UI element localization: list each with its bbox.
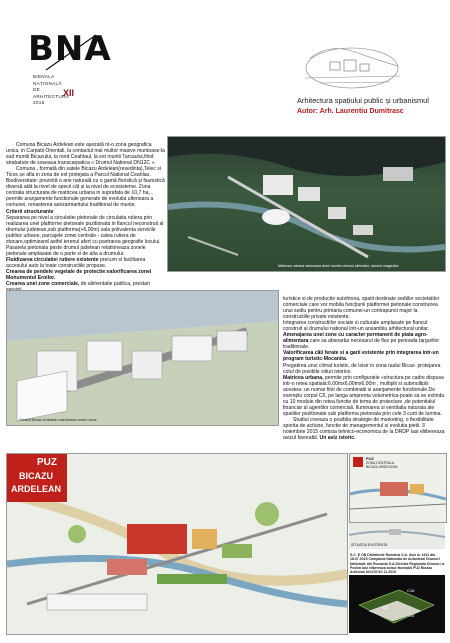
- market-text: care sa absoarba necesarul de flux pe perioada targurilor traditionale.: [283, 338, 440, 351]
- small-puz-badge: PUZ: [366, 456, 374, 461]
- middle-paragraph-2: Integrarea constructiilor sociale si culturale amplasate pe flancul construit al drumului national intr-un ansamblu arhitectural unitar.: [283, 320, 430, 333]
- small-puz-plan-graphic: [350, 454, 446, 522]
- architectural-render-graphic: [7, 291, 278, 425]
- middle-text: [283, 296, 445, 441]
- fluid-text: precum si facilitarea accesului auto la toate constructiile propuse.: [6, 256, 146, 269]
- matrix-title: Matricea urbana,: [283, 374, 324, 381]
- model-render-graphic: [349, 575, 445, 633]
- label-c4: C4: [409, 613, 415, 618]
- bna-logo-subtitle: BIENALA NAȚIONALĂ DE ARHITECTURĂ 2016: [33, 74, 69, 106]
- middle-paragraph-5: Pregatirea unui climat turistic, de loisir in zona raului Bicaz- protejarea cotul de posibile viituri istorice.: [283, 362, 441, 375]
- market-title: Amenajarea unei zone cu caracter permanent de piata agro-alimentara: [283, 332, 428, 345]
- label-c18: C18: [407, 588, 415, 593]
- page-title: Arhitectura spațiului public și urbanismul: [297, 96, 429, 105]
- architectural-render-image: [6, 290, 279, 426]
- render-left-caption: Centrul Bicazu Ardelean marcheaza centru vivus: [19, 418, 97, 422]
- matrix-text: permite prin configuratie «structura pe cadre dispusa intr-o retea spatiala:6,00mx6,00mx6,00m , multiplii si submultiplii acestea- un numar finit de combinatii si aranjamente functionale.De exemplu corpul C6, pe langa amprenta volumetrica-poate sa se extinda cu 10 module din retea functie de tema de proiectare ,de potentialul financiar al agentilor comerciali. Iluminarea si ventilatia naturala ale spatiilor pozitionate sub platforma pietonala prin cele 3 curti de lumina.: [283, 374, 445, 417]
- railway-title: Valorificarea căii ferate si a garii existente prin integrarea intr-un program turistic-Mocanita.: [283, 350, 439, 363]
- aerial-render-image: [167, 136, 446, 272]
- middle-paragraph-1: turistice si de productie autohtona, spatii destinate sediilor societatilor comerciale care vor mobila funcțiunii platformei pietonale;construirea unui sediu pentru primaria comunei-un contrapunct major la constructiile private existente.: [283, 296, 440, 321]
- approval-text: S.C. E ON Distributie Romania S.A. Aviz nr 1911 din 18.07.2015 Compania Nationala de Autostrazi Drumuri Nationale din Romania S.A.Directia Regionala Drumuri si Poduri Iasi elibereaza avizul favorabil PUZ Bicazu Ardelean Nr1237/10.11.2015: [350, 553, 445, 575]
- existing-situation-graphic: [349, 523, 445, 543]
- green-text: valorificarea zonei Monumentul Eroilor.: [6, 268, 152, 282]
- small-puz-line2: BICAZU ARDELEAN: [366, 465, 398, 469]
- small-puz-line1: ZONA CENTRALA: [366, 461, 395, 465]
- comm-text: de alimentatie publica, prestari: [80, 281, 150, 288]
- aerial-render-graphic: [168, 137, 445, 271]
- edition-number: XII: [63, 88, 75, 98]
- small-puz-plan: [349, 453, 447, 523]
- intro-paragraph-2: Comuna , formată din satele Bicazu Ardelean(resedinta),Telec si Ticos se afla in zona de ext protejata a Parcul National Ceahlau. Biodiversitate: prezintă o arie naturală cu o gamă floristică și faunistică diversă atât la nivel de specii cât și la nivel de ecosisteme. Zona centrala structurata de matricea urbana in suprafata de 10,7 ha, , permite aranjamente functionale generate de evolutia ulterioara a comunei, renasterea asezarmantului traditional de munte.: [6, 166, 165, 209]
- puz-badge: PUZ: [37, 457, 57, 468]
- comm-title: Crearea unei zone comerciale,: [6, 281, 80, 288]
- puz-line-2: ARDELEAN: [11, 484, 62, 494]
- existing-situation-plan: [349, 523, 445, 549]
- aerial-caption: Matricea urbana ortonoasa dorul muntin drumul pietonilor, drumul magazilor: [278, 264, 399, 268]
- intro-paragraph-1: Comuna Bicazu Ardelean este așezată nt-o zona geografica unica, in Carpatii Orientali, la contactul mai multor masive muntoase:la sud muntii Bicazului, la nord Ceahlaul, la est muntii Tarcaului,fiind strabatute de soseaua transcarpatica « Drumul National DN12C ».: [6, 142, 165, 167]
- criteria-title: Criterii structurante: [6, 208, 54, 215]
- label-c8: C8: [383, 605, 389, 610]
- model-render: [349, 575, 445, 633]
- criteria-text: Separarea pe nivel a circulatiei pietonale de circulatia rutiera prin realizarea unei platforme pietonale pozitionata in flancul neconstruit al drumului judetean,sub platforma(+6,00m) sala polivalenta servicile publice urbane, parcajele zonei centrale - calea rutiera de stocare,optimizand astfel terenul afert cu pastrarea geografie locului. Pasarela pietonala peste drumul judetean relationeaza zonele pietonale amplasate de o parte si de alta a drumului.: [6, 214, 164, 257]
- strategy-text: Studiul creeaza o posibila strategie de marketing, o flexibilitate sporita de actiune, functie de managementul si evolutia pietii. 3 noiembrie 2015 comisia tehnico-economica de la DRDP Iasi eliibereaza avizul favorabil.: [283, 416, 445, 442]
- existing-situation-caption: SITUATIA EXISTENTA: [351, 543, 388, 547]
- bna-logo: BNA: [28, 29, 112, 69]
- strategy-end: Un aviz istoric.: [319, 435, 356, 442]
- puz-line-1: BICAZU: [19, 471, 53, 481]
- bna-logo-graphic: [36, 30, 106, 80]
- fluid-title: Fluidizarea circulatiei rutiere existente: [6, 256, 99, 263]
- green-title: Crearea de pendele vegetale de protectie:: [6, 268, 107, 275]
- author-line: Autor: Arh. Laurentiu Dumitrasc: [297, 108, 404, 115]
- intro-text: [6, 142, 166, 293]
- urbanism-sketch-logo: [300, 38, 405, 93]
- small-puz-badge-bg: [353, 457, 363, 467]
- puz-master-plan: [6, 453, 348, 635]
